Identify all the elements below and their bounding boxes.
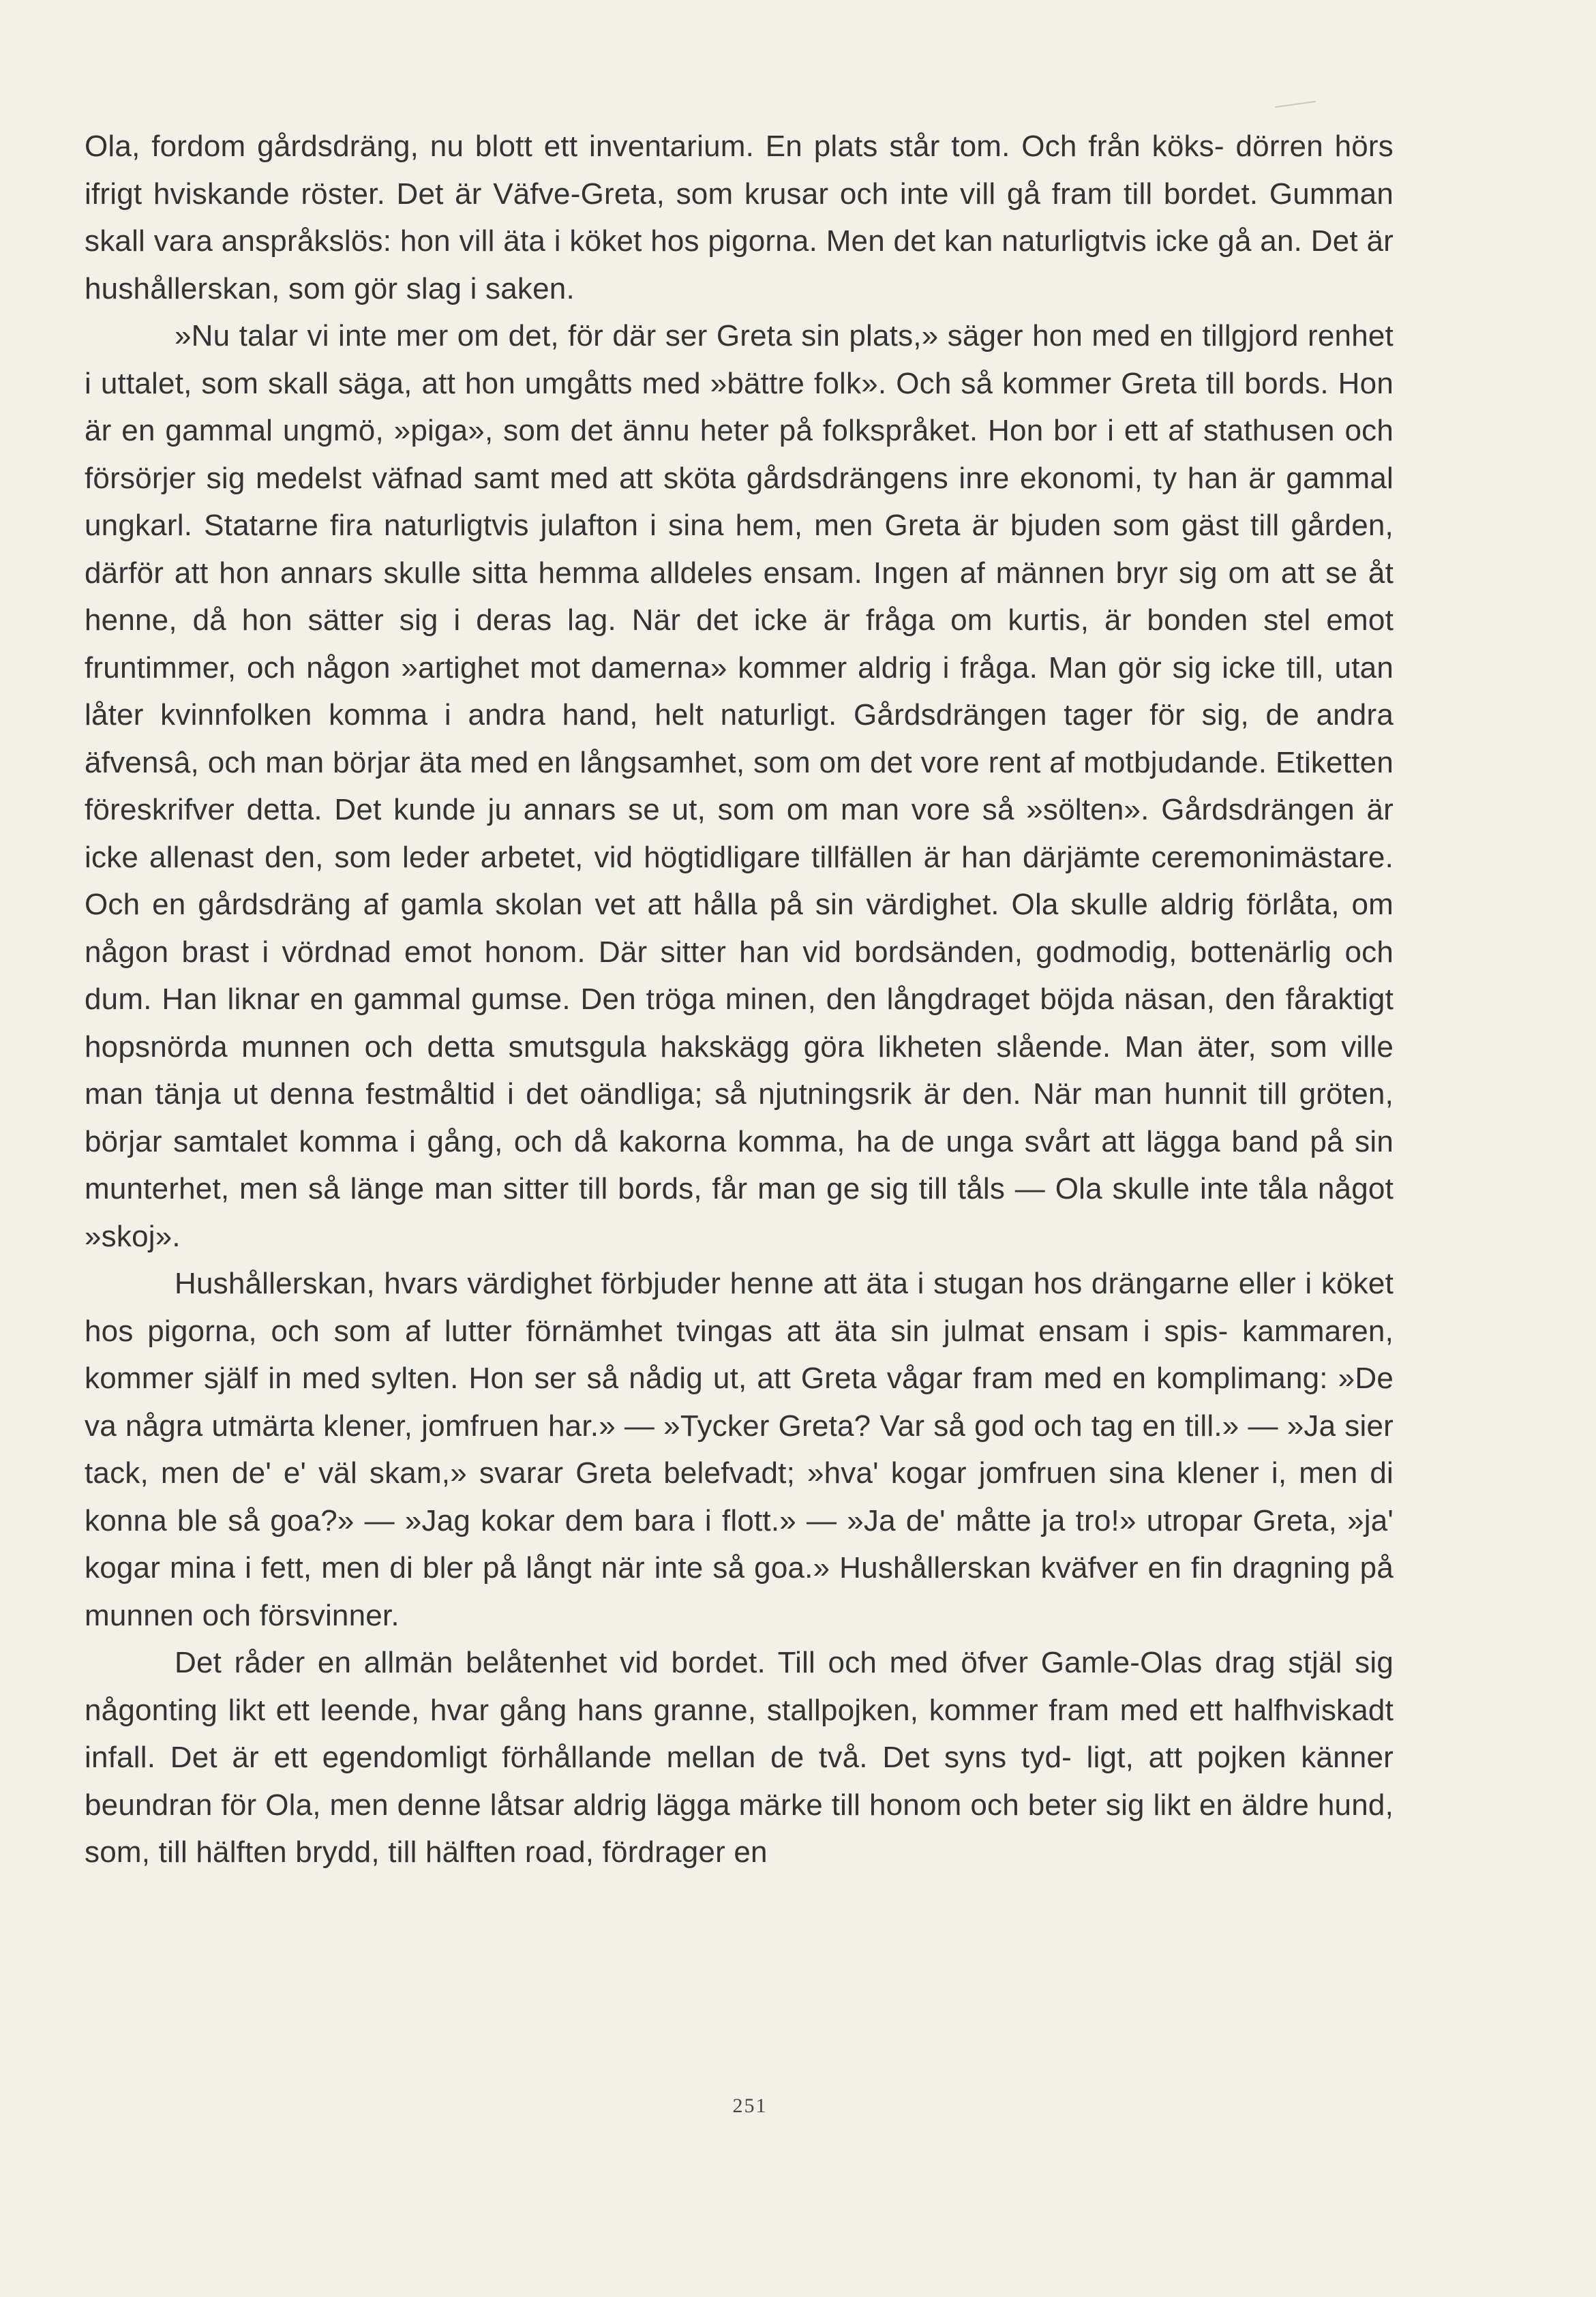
page-number: 251 (732, 2095, 768, 2117)
body-text (85, 123, 1394, 1876)
corner-mark (1275, 101, 1316, 108)
paragraph-4: Det råder en allmän belåtenhet vid bordet. Till och med öfver Gamle-Olas drag stjäl sig någonting likt ett leende, hvar gång hans granne, stallpojken, kommer fram med ett halfhviskadt infall. Det är ett egendomligt förhållande mellan de två. Det syns tyd- ligt, att pojken känner beundran för Ola, men denne låtsar aldrig lägga märke till honom och beter sig likt en äldre hund, som, till hälften brydd, till hälften road, fördrager en (85, 1646, 1394, 1869)
paragraph-2: »Nu talar vi inte mer om det, för där ser Greta sin plats,» säger hon med en tillgjord renhet i uttalet, som skall säga, att hon umgåtts med »bättre folk». Och så kommer Greta till bords. Hon är en gammal ungmö, »piga», som det ännu heter på folkspråket. Hon bor i ett af stathusen och försörjer sig medelst väfnad samt med att sköta gårdsdrängens inre ekonomi, ty han är gammal ungkarl. Statarne fira naturligtvis julafton i sina hem, men Greta är bjuden som gäst till gården, därför att hon annars skulle sitta hemma alldeles ensam. Ingen af männen bryr sig om att se åt henne, då hon sätter sig i deras lag. När det icke är fråga om kurtis, är bonden stel emot fruntimmer, och någon »artighet mot damerna» kommer aldrig i fråga. Man gör sig icke till, utan låter kvinnfolken komma i andra hand, helt naturligt. Gårdsdrängen tager för sig, de andra äfvensâ, och man börjar äta med en långsamhet, som om det vore rent af motbjudande. Etiketten föreskrifver detta. Det kunde ju annars se ut, som om man vore så »sölten». Gårdsdrängen är icke allenast den, som leder arbetet, vid högtidligare tillfällen är han därjämte ceremonimästare. Och en gårdsdräng af gamla skolan vet att hålla på sin värdighet. Ola skulle aldrig förlåta, om någon brast i vördnad emot honom. Där sitter han vid bordsänden, godmodig, bottenärlig och dum. Han liknar en gammal gumse. Den tröga minen, den långdraget böjda näsan, den fåraktigt hopsnörda munnen och detta smutsgula hakskägg göra likheten slående. Man äter, som ville man tänja ut denna festmåltid i det oändliga; så njutningsrik är den. När man hunnit till gröten, börjar samtalet komma i gång, och då kakorna komma, ha de unga svårt att lägga band på sin munterhet, men så länge man sitter till bords, får man ge sig till tåls — Ola skulle inte tåla något »skoj». (85, 319, 1394, 1253)
paragraph-1: Ola, fordom gårdsdräng, nu blott ett inventarium. En plats står tom. Och från köks- dörren hörs ifrigt hviskande röster. Det är Väfve-Greta, som krusar och inte vill gå fram till bordet. Gumman skall vara anspråkslös: hon vill äta i köket hos pigorna. Men det kan naturligtvis icke gå an. Det är hushållerskan, som gör slag i saken. (85, 130, 1394, 305)
paragraph-3: Hushållerskan, hvars värdighet förbjuder henne att äta i stugan hos drängarne eller i köket hos pigorna, och som af lutter förnämhet tvingas att äta sin julmat ensam i spis- kammaren, kommer själf in med sylten. Hon ser så nådig ut, att Greta vågar fram med en komplimang: »De va några utmärta klener, jomfruen har.» — »Tycker Greta? Var så god och tag en till.» — »Ja sier tack, men de' e' väl skam,» svarar Greta belefvadt; »hva' kogar jomfruen sina klener i, men di konna ble så goa?» — »Jag kokar dem bara i flott.» — »Ja de' måtte ja tro!» utropar Greta, »ja' kogar mina i fett, men di bler på långt när inte så goa.» Hushållerskan kväfver en fin dragning på munnen och försvinner. (85, 1267, 1394, 1632)
